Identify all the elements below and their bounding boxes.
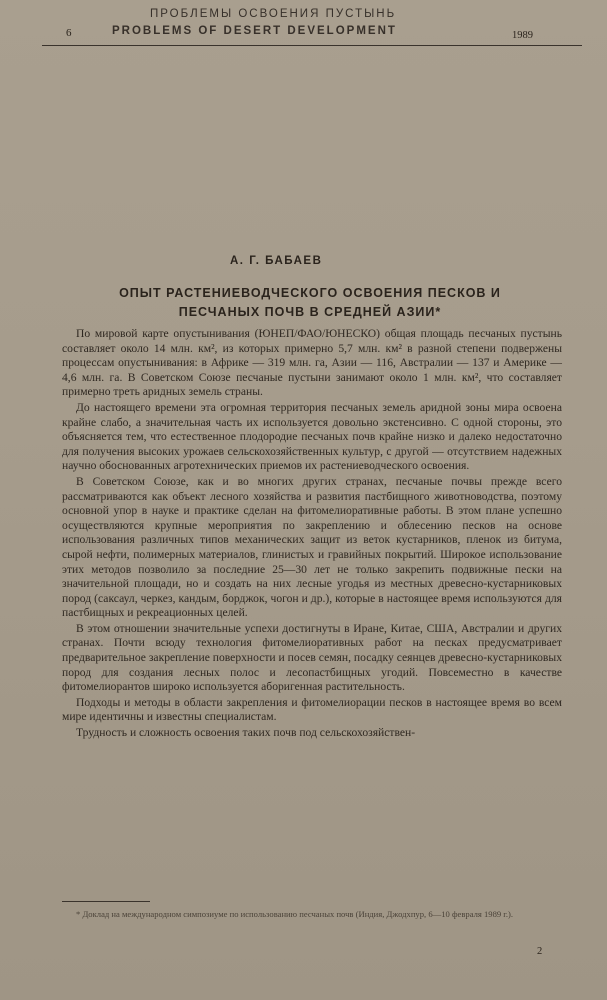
page-number: 2	[537, 946, 543, 957]
article-body	[62, 327, 562, 741]
running-header	[0, 0, 607, 52]
article-author: А. Г. БАБАЕВ	[230, 255, 323, 267]
journal-title-en: PROBLEMS OF DESERT DEVELOPMENT	[112, 25, 397, 37]
article-title	[70, 284, 550, 322]
header-rule	[42, 45, 582, 46]
issue-year: 1989	[512, 30, 533, 41]
journal-title-ru: ПРОБЛЕМЫ ОСВОЕНИЯ ПУСТЫНЬ	[150, 8, 397, 20]
paragraph: По мировой карте опустынивания (ЮНЕП/ФАО/ЮНЕСКО) общая площадь песчаных пустынь составляет около 14 млн. км², из которых примерно 5,7 млн. км² в разной степени подвержены процессам опустынивания: в Африке — 319 млн. га, Азии — 116, Австралии — 137 и Америке — 4,6 млн. га. В Советском Союзе песчаные пустыни занимают около 1 млн. км², что составляет примерно треть аридных земель страны.	[62, 327, 562, 399]
article-title-line: ПЕСЧАНЫХ ПОЧВ В СРЕДНЕЙ АЗИИ*	[178, 305, 442, 319]
article-title-line: ОПЫТ РАСТЕНИЕВОДЧЕСКОГО ОСВОЕНИЯ ПЕСКОВ И	[119, 286, 501, 300]
paragraph: Трудность и сложность освоения таких почв под сельскохозяйствен-	[76, 726, 416, 740]
paragraph: До настоящего времени эта огромная территория песчаных земель аридной зоны мира освоена крайне слабо, а значительная часть их используется довольно экстенсивно. С одной стороны, это объясняется тем, что естественное плодородие песчаных почв крайне низко и далеко недостаточно для получения высоких урожаев сельскохозяйственных культур, с другой — отсутствием надежных научно обоснованных агротехнических приемов их растениеводческого освоения.	[62, 400, 562, 473]
issue-number: 6	[66, 27, 72, 39]
footnote-rule	[62, 901, 150, 902]
paragraph: Подходы и методы в области закрепления и фитомелиорации песков в настоящее время во всем мире идентичны и известны специалистам.	[62, 695, 562, 724]
paragraph: В этом отношении значительные успехи достигнуты в Иране, Китае, США, Австралии и других странах. Почти всюду технология фитомелиоративных работ на песках предусматривает предварительное закрепление поверхности и посев семян, посадку сеянцев древесно-кустарниковых пород для создания лесных полос и лесопастбищных угодий. Повсеместно в качестве фитомелиорантов широко используется аборигенная растительность.	[62, 621, 562, 694]
paragraph: В Советском Союзе, как и во многих других странах, песчаные почвы прежде всего рассматриваются как объект лесного хозяйства и развития пастбищного животноводства, поэтому основной упор в науке и практике сделан на фитомелиоративные работы. В этом плане успешно осуществляются крупные мероприятия по закреплению и облесению песков на основе использования различных типов механических защит из веток кустарников, пленок из битума, сырой нефти, полимерных материалов, глинистых и гравийных покрытий. Широкое использование этих методов позволило за последние 25—30 лет не только закрепить подвижные пески на значительной площади, но и создать на них лесные угодья из местных древесно-кустарниковых пород (саксаул, черкез, кандым, борджок, чогон и др.), которые в настоящее время используются для пастбищных и рекреационных целей.	[62, 474, 562, 620]
footnote: * Доклад на международном симпозиуме по использованию песчаных почв (Индия, Джодхпур, 6—10 февраля 1989 г.).	[76, 909, 514, 919]
